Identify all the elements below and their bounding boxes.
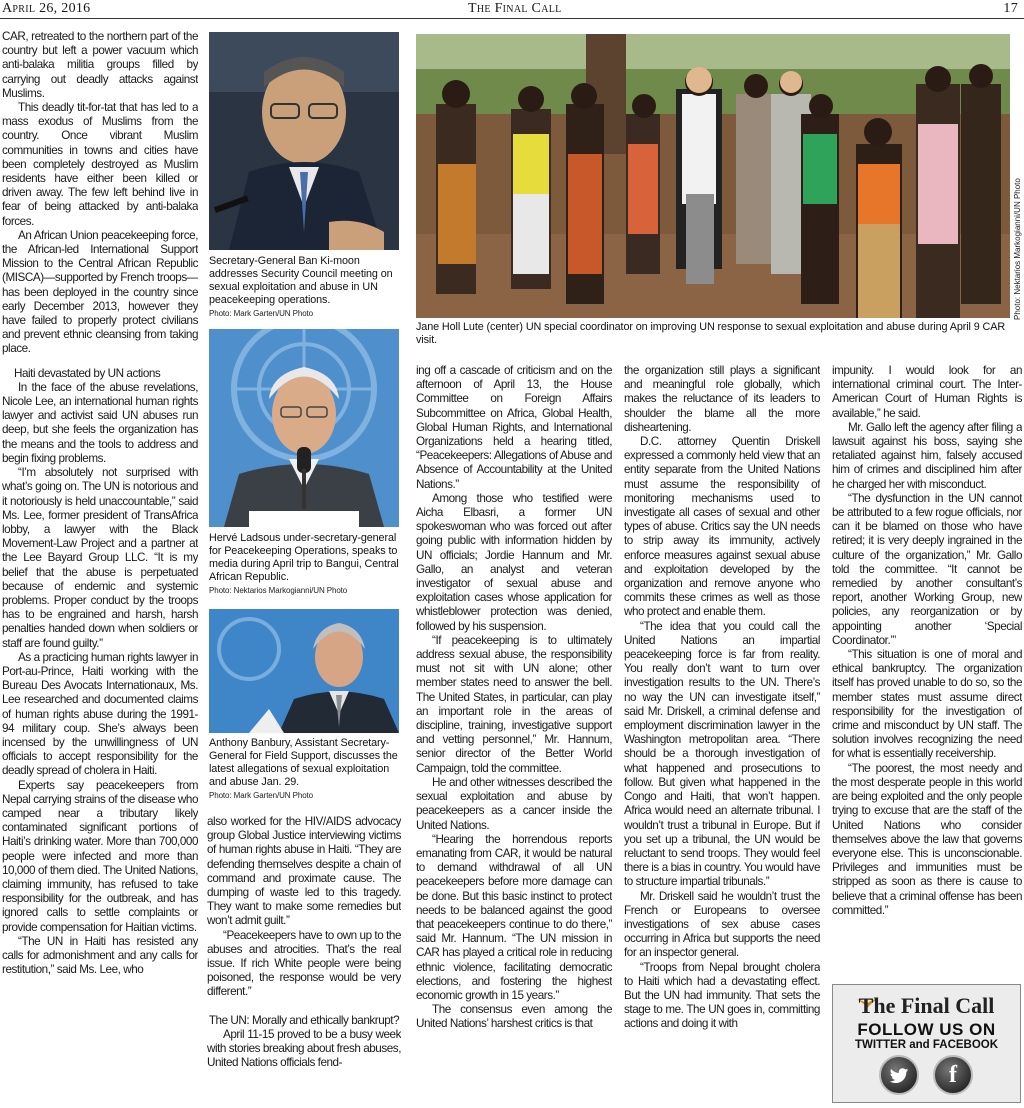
ban-ki-moon-photo bbox=[209, 32, 399, 250]
crowd-photo bbox=[416, 34, 1010, 318]
publication-name: The Final Call bbox=[468, 1, 562, 16]
paragraph: Mr. Gallo left the agency after filing a lawsuit against his boss, saying she retaliated against him, falsely accused him of crimes and disciplined him after he charged her with misconduct. bbox=[832, 420, 1022, 491]
ad-follow-text: FOLLOW US ON bbox=[857, 1020, 996, 1039]
ladsous-caption: Hervé Ladsous under-secretary-general for Peacekeeping Operations, speaks to media during April trip to Bangui, Central African Republic. Photo: Nektarios Markogianni/UN Photo bbox=[209, 532, 401, 596]
paragraph: Mr. Driskell said he wouldn’t trust the French or Europeans to oversee investigations of sex abuse cases occurring in Africa but supports the need for an inspector general. bbox=[624, 889, 820, 960]
page-number: 17 bbox=[1003, 1, 1018, 16]
paragraph: “The UN in Haiti has resisted any calls for admonishment and any calls for restitution,” said Ms. Lee, who bbox=[2, 934, 198, 977]
paragraph: “Hearing the horrendous reports emanating from CAR, it would be natural to demand withdrawal of all UN peacekeepers before more damage can be done. But this basic instinct to protect needs to be balanced against the good that peacekeepers continue to do there,” said Mr. Hannum. “The UN mission in CAR has played a critical role in reducing ethnic violence, facilitating democratic elections, and fostering the highest economic growth in 15 years.” bbox=[416, 832, 612, 1002]
paragraph: The consensus even among the United Nations’ harshest critics is that bbox=[416, 1003, 612, 1031]
paragraph: the organization still plays a significant and meaningful role globally, which makes the reluctance of its leaders to shoulder the blame all the more disheartening. bbox=[624, 364, 820, 434]
paragraph: also worked for the HIV/AIDS advocacy group Global Justice interviewing victims of human rights abuse in Haiti. “They are defending themselves despite a chain of command and proximate cause. The dumping of waste led to this tragedy. They want to make some remedies but won’t admit guilt.” bbox=[207, 815, 401, 928]
ladsous-photo bbox=[209, 329, 399, 527]
article-column-3 bbox=[416, 364, 612, 1108]
paragraph: He and other witnesses described the sexual exploitation and abuse by peacekeepers as a cancer inside the United Nations. bbox=[416, 775, 612, 832]
crowd-photo-caption: Jane Holl Lute (center) UN special coordinator on improving UN response to sexual exploitation and abuse during April 9 CAR visit. bbox=[416, 321, 1006, 346]
paragraph: This deadly tit-for-tat that has led to a mass exodus of Muslims from the country. Once vibrant Muslim communities in towns and cities have been completely destroyed as Muslim residents have either been killed or driven away. The few left behind live in fear of being attacked by anti-balaka forces. bbox=[2, 101, 198, 228]
ad-logo-text: The Final Call bbox=[858, 993, 995, 1018]
subheading: The UN: Morally and ethically bankrupt? bbox=[208, 1013, 400, 1027]
paragraph: “This situation is one of moral and ethical bankruptcy. The organization itself has proved unable to do so, so the member states must assume direct responsibility for the investigation of crime and misconduct by UN staff. The solution involves recognizing the need for what is essentially receivership. bbox=[832, 648, 1022, 761]
photo-credit: Photo: Mark Garten/UN Photo bbox=[209, 309, 314, 318]
facebook-icon[interactable]: f bbox=[933, 1055, 973, 1095]
paragraph: ing off a cascade of criticism and on the afternoon of April 13, the House Committee on Foreign Affairs Subcommittee on Africa, Global Health, Global Human Rights, and International Organizations held a hearing titled, “Peacekeepers: Allegations of Abuse and Absence of Accountability at the United Nations.” bbox=[416, 364, 612, 491]
paragraph: “The idea that you could call the United Nations an impartial peacekeeping force is far from reality. You really don’t want to turn over investigation results to the UN. There’s no way the UN can investigate itself,” said Mr. Driskell, a criminal defense and employment discrimination lawyer in the Washington metropolitan area. “There should be a thorough investigation of what happened and prosecutions to follow. But given what happened in the Congo and Haiti, that won’t happen. Africa would need an alternate tribunal. I wouldn’t trust a tribunal in Europe. But if you set up a tribunal, the UN would be reluctant to send troops. They would feel there is a bias in country. You would have to structure impartial tribunals.” bbox=[624, 619, 820, 889]
paragraph: In the face of the abuse revelations, Nicole Lee, an international human rights lawyer and activist said UN abuses run deep, but she feels the organization has the means and the tools to address and begin fixing problems. bbox=[2, 380, 198, 465]
crowd-photo-credit: Photo: Nektarios Markogianni/UN Photo bbox=[1013, 178, 1022, 320]
subheading: Haiti devastated by UN actions bbox=[14, 366, 161, 380]
paragraph: “Troops from Nepal brought cholera to Haiti which had a devastating effect. But the UN had immunity. That sets the stage to me. The UN goes in, committing actions and doing it with bbox=[624, 960, 820, 1031]
article-column-4 bbox=[624, 364, 820, 1108]
article-column-2 bbox=[207, 815, 401, 1108]
paragraph: “I’m absolutely not surprised with what’s going on. The UN is notorious and it notoriously is held unaccountable,” said Ms. Lee, former president of TransAfrica lobby, a lawyer with the Black Movement-Law Project and a partner at the Lee Bayard Group LLC. “It is my belief that the abuse is perpetuated because of endemic and systemic problems. Proper conduct by the troops has to be engrained and harsh, harsh penalties handed down when soldiers or staff are found guilty.” bbox=[2, 466, 198, 650]
paragraph: An African Union peacekeeping force, the African-led International Support Mission to the Central African Republic (MISCA)—supported by French troops—has been deployed in the country since early December 2013, however they have failed to properly protect civilians and prevent ethnic cleansing from taking place. bbox=[2, 228, 198, 356]
paragraph: April 11-15 proved to be a busy week with stories breaking about fresh abuses, United Nations officials fend- bbox=[207, 1027, 401, 1070]
photo-credit: Photo: Mark Garten/UN Photo bbox=[209, 791, 314, 800]
ad-platforms-text: TWITTER and FACEBOOK bbox=[854, 1039, 999, 1051]
paragraph: “The poorest, the most needy and the most desperate people in this world are being exploited and the only people trying to excuse that are the staff of the United Nations who consider themselves above the law that governs everyone else. This is unconscionable. Privileges and immunities must be stripped as soon as there is cause to believe that a criminal offense has been committed.” bbox=[832, 761, 1022, 917]
paragraph: CAR, retreated to the northern part of the country but left a power vacuum which anti-balaka militia groups filled by carrying out deadly attacks against Muslims. bbox=[2, 30, 198, 100]
page-header bbox=[0, 0, 1024, 19]
follow-us-ad[interactable] bbox=[832, 984, 1021, 1103]
article-column-1 bbox=[2, 30, 198, 1108]
banbury-photo bbox=[209, 609, 399, 733]
paragraph: D.C. attorney Quentin Driskell expressed a commonly held view that an entity separate from the United Nations must assume the responsibility of monitoring mechanisms used to investigate all cases of sexual and other types of abuse. Critics say the UN needs to strip away its immunity, actively enforce measures against sexual abuse and exploitation developed by the organization and remove anyone who commits these crimes as well as those who protect and enable them. bbox=[624, 435, 820, 619]
paragraph: Experts say peacekeepers from Nepal carrying strains of the disease who camped near a tributary likely contaminated significant portions of Haiti’s drinking water. More than 700,000 people were infected and more than 10,000 of them died. The United Nations, claiming immunity, has refused to take responsibility for the outbreak, and has ignored calls to settle complaints or provide compensation for Haitian victims. bbox=[2, 778, 198, 934]
twitter-icon[interactable] bbox=[879, 1055, 919, 1095]
paragraph: impunity. I would look for an international criminal court. The Inter-American Court of Human Rights is available,” he said. bbox=[832, 364, 1022, 420]
photo-credit: Photo: Nektarios Markogianni/UN Photo bbox=[209, 586, 348, 595]
banbury-caption: Anthony Banbury, Assistant Secretary-General for Field Support, discusses the latest allegations of sexual exploitation and abuse Jan. 29. Photo: Mark Garten/UN Photo bbox=[209, 737, 401, 801]
issue-date: April 26, 2016 bbox=[2, 1, 91, 16]
paragraph: “The dysfunction in the UN cannot be attributed to a few rogue officials, nor can it be blamed on those who have retired; it is very deeply ingrained in the culture of the organization,” Mr. Gallo told the committee. “It cannot be remedied by another consultant’s report, another Working Group, new policies, any reorganization or by appointing another ‘Special Coordinator.’” bbox=[832, 491, 1022, 647]
ban-ki-moon-caption: Secretary-General Ban Ki-moon addresses Security Council meeting on sexual exploitation and abuse in UN peacekeeping operations. Photo: Mark Garten/UN Photo bbox=[209, 255, 401, 319]
paragraph: “If peacekeeping is to ultimately address sexual abuse, the responsibility must not sit with UN alone; other member states need to answer the bell. The United States, in particular, can play an important role in the areas of discipline, training, investigative support and vetting personnel,” Mr. Hannum, senior director of the Better World Campaign, told the committee. bbox=[416, 633, 612, 775]
article-column-5 bbox=[832, 364, 1022, 924]
paragraph: “Peacekeepers have to own up to the abuses and atrocities. That’s the real issue. If rich White people were being poisoned, the response would be very different.” bbox=[207, 928, 401, 999]
paragraph: Among those who testified were Aicha Elbasri, a former UN spokeswoman who was forced out after going public with information hidden by UN officials; Jordie Hannum and Mr. Gallo, an analyst and veteran investigator of sexual abuse and exploitation cases whose application for whistleblower protection was denied, followed by his suspension. bbox=[416, 491, 612, 633]
paragraph: As a practicing human rights lawyer in Port-au-Prince, Haiti working with the Bureau Des Avocats Internationaux, Ms. Lee researched and documented claims of human rights abuse during the 1991-94 military coup. She’s always been incensed by the unwillingness of UN officials to accept responsibility for the deadly spread of cholera in Haiti. bbox=[2, 650, 198, 778]
